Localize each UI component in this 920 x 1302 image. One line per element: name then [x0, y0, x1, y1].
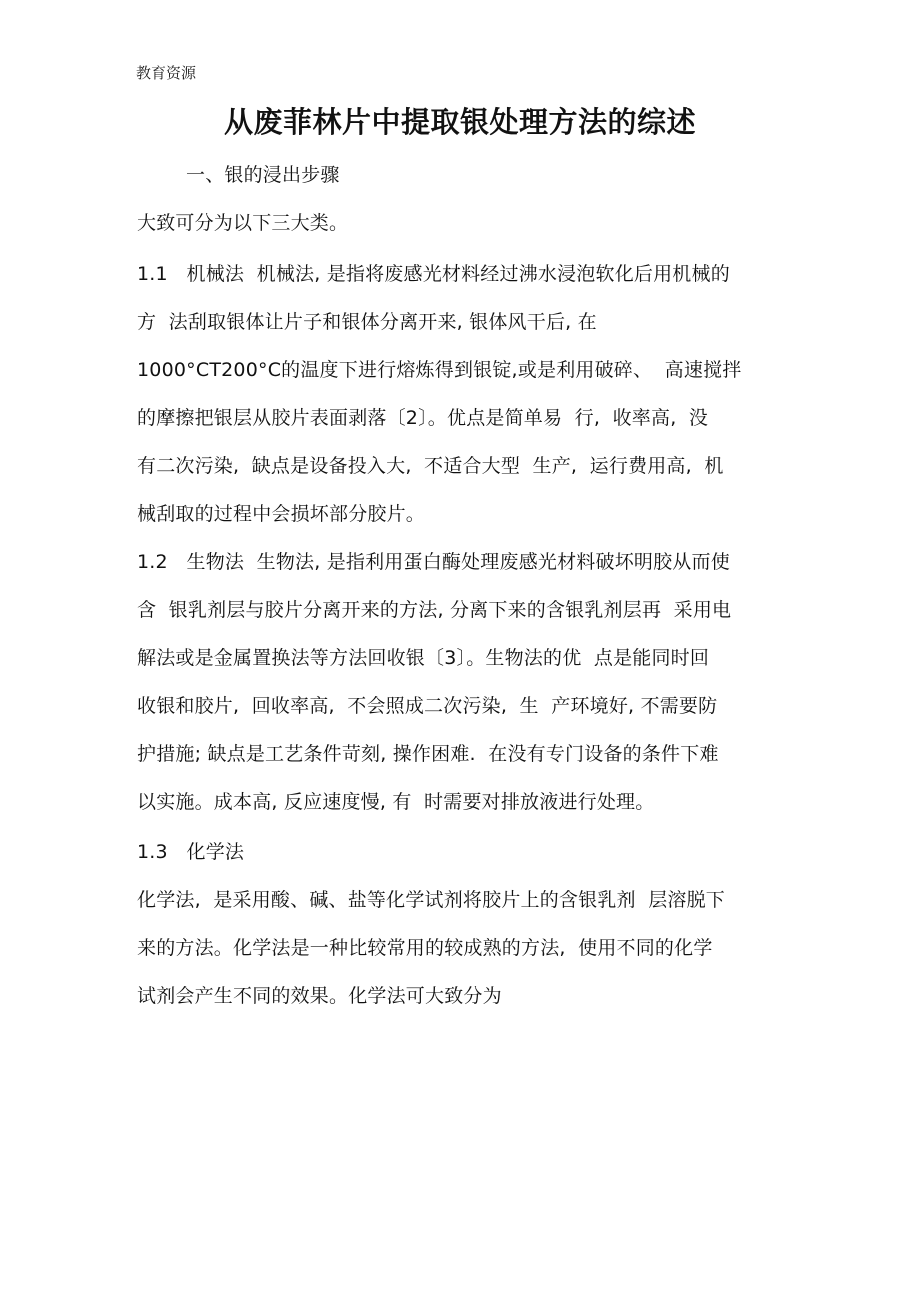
header-label: 教育资源	[136, 64, 197, 82]
body-line: 1.1 机械法 机械法, 是指将废感光材料经过沸水浸泡软化后用机械的	[137, 263, 730, 285]
body-line: 含 银乳剂层与胶片分离开来的方法, 分离下来的含银乳剂层再 采用电	[137, 599, 732, 621]
document-title: 从废菲林片中提取银处理方法的综述	[223, 105, 696, 139]
body-line: 化学法, 是采用酸、碱、盐等化学试剂将胶片上的含银乳剂 层溶脱下	[137, 889, 725, 911]
body-line: 试剂会产生不同的效果。化学法可大致分为	[137, 985, 502, 1007]
body-line: 1.3 化学法	[137, 841, 245, 863]
body-line: 的摩擦把银层从胶片表面剥落〔2〕。优点是简单易 行, 收率高, 没	[137, 407, 709, 429]
body-line: 方 法刮取银体让片子和银体分离开来, 银体风干后, 在	[137, 311, 597, 333]
body-line: 有二次污染, 缺点是设备投入大, 不适合大型 生产, 运行费用高, 机	[137, 455, 724, 477]
body-line: 解法或是金属置换法等方法回收银〔3〕。生物法的优 点是能同时回	[137, 647, 710, 669]
body-line: 械刮取的过程中会损坏部分胶片。	[137, 503, 426, 525]
body-line: 大致可分为以下三大类。	[137, 212, 349, 234]
body-line: 护措施; 缺点是工艺条件苛刻, 操作困难. 在没有专门设备的条件下难	[137, 743, 719, 765]
body-line: 收银和胶片, 回收率高, 不会照成二次污染, 生 产环境好, 不需要防	[137, 695, 718, 717]
body-line: 1000°CT200°C的温度下进行熔炼得到银锭,或是利用破碎、 高速搅拌	[137, 359, 742, 381]
section-heading: 一、银的浸出步骤	[186, 164, 340, 186]
body-line: 以实施。成本高, 反应速度慢, 有 时需要对排放液进行处理。	[137, 791, 655, 813]
body-line: 1.2 生物法 生物法, 是指利用蛋白酶处理废感光材料破坏明胶从而使	[137, 551, 730, 573]
body-line: 来的方法。化学法是一种比较常用的较成熟的方法, 使用不同的化学	[137, 937, 713, 959]
